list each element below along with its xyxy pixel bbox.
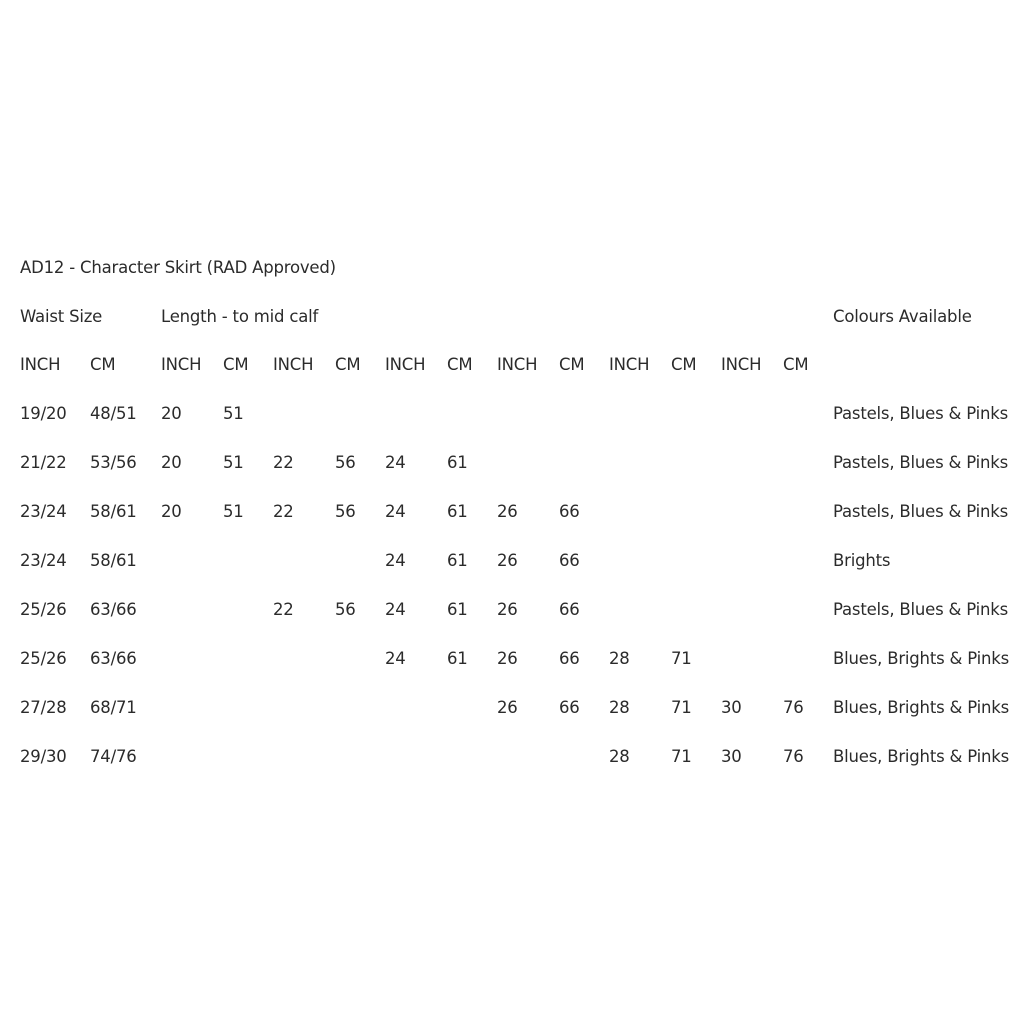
table-cell: 24 [385, 649, 406, 668]
size-table-body [0, 389, 1024, 781]
table-cell: 63/66 [90, 649, 137, 668]
table-cell: 66 [559, 502, 580, 521]
table-cell: 56 [335, 453, 356, 472]
table-cell: 25/26 [20, 600, 67, 619]
table-row [0, 438, 1024, 487]
unit-header-cell: INCH [161, 355, 202, 374]
unit-header-cell: CM [783, 355, 809, 374]
table-cell: 66 [559, 649, 580, 668]
unit-header-cell: INCH [497, 355, 538, 374]
table-cell: 30 [721, 698, 742, 717]
colours-header: Colours Available [833, 307, 972, 326]
table-cell: 27/28 [20, 698, 67, 717]
table-cell: 71 [671, 649, 692, 668]
colours-cell: Pastels, Blues & Pinks [833, 453, 1009, 472]
unit-header-cell: INCH [721, 355, 762, 374]
table-cell: 26 [497, 551, 518, 570]
table-cell: 19/20 [20, 404, 67, 423]
table-cell: 61 [447, 649, 468, 668]
colours-cell: Pastels, Blues & Pinks [833, 404, 1009, 423]
table-cell: 23/24 [20, 502, 67, 521]
table-cell: 63/66 [90, 600, 137, 619]
table-cell: 26 [497, 600, 518, 619]
table-cell: 23/24 [20, 551, 67, 570]
table-cell: 66 [559, 551, 580, 570]
table-cell: 22 [273, 600, 294, 619]
table-cell: 26 [497, 698, 518, 717]
table-row [0, 732, 1024, 781]
table-cell: 61 [447, 502, 468, 521]
colours-cell: Pastels, Blues & Pinks [833, 600, 1009, 619]
colours-cell: Blues, Brights & Pinks [833, 747, 1010, 766]
table-cell: 66 [559, 600, 580, 619]
page-title: AD12 - Character Skirt (RAD Approved) [20, 258, 336, 277]
table-cell: 24 [385, 453, 406, 472]
unit-header-row [0, 340, 1024, 389]
table-cell: 24 [385, 551, 406, 570]
unit-header-cell: CM [223, 355, 249, 374]
table-cell: 76 [783, 698, 804, 717]
table-cell: 20 [161, 502, 182, 521]
table-cell: 28 [609, 698, 630, 717]
length-header: Length - to mid calf [161, 307, 319, 326]
colours-cell: Brights [833, 551, 891, 570]
table-cell: 61 [447, 453, 468, 472]
unit-header-cell: CM [447, 355, 473, 374]
table-cell: 56 [335, 502, 356, 521]
unit-header-cell: INCH [20, 355, 61, 374]
table-cell: 53/56 [90, 453, 137, 472]
unit-header-cell: CM [559, 355, 585, 374]
unit-header-cell: CM [335, 355, 361, 374]
unit-header-cell: INCH [385, 355, 426, 374]
table-row [0, 585, 1024, 634]
table-row [0, 536, 1024, 585]
table-cell: 71 [671, 747, 692, 766]
table-cell: 56 [335, 600, 356, 619]
table-cell: 61 [447, 600, 468, 619]
group-header-row [0, 292, 1024, 341]
table-cell: 26 [497, 502, 518, 521]
table-cell: 26 [497, 649, 518, 668]
unit-header-cell: INCH [273, 355, 314, 374]
table-cell: 48/51 [90, 404, 137, 423]
waist-size-header: Waist Size [20, 307, 103, 326]
table-cell: 30 [721, 747, 742, 766]
table-cell: 28 [609, 649, 630, 668]
table-cell: 22 [273, 453, 294, 472]
table-cell: 66 [559, 698, 580, 717]
table-row [0, 634, 1024, 683]
table-cell: 20 [161, 453, 182, 472]
table-cell: 58/61 [90, 551, 137, 570]
colours-cell: Pastels, Blues & Pinks [833, 502, 1009, 521]
table-cell: 24 [385, 502, 406, 521]
table-cell: 74/76 [90, 747, 137, 766]
colours-cell: Blues, Brights & Pinks [833, 649, 1010, 668]
table-cell: 71 [671, 698, 692, 717]
title-row [0, 243, 1024, 292]
colours-cell: Blues, Brights & Pinks [833, 698, 1010, 717]
table-cell: 28 [609, 747, 630, 766]
table-row [0, 683, 1024, 732]
table-cell: 51 [223, 502, 244, 521]
unit-header-cell: INCH [609, 355, 650, 374]
table-cell: 76 [783, 747, 804, 766]
table-cell: 25/26 [20, 649, 67, 668]
table-cell: 22 [273, 502, 294, 521]
table-cell: 68/71 [90, 698, 137, 717]
table-cell: 58/61 [90, 502, 137, 521]
table-cell: 29/30 [20, 747, 67, 766]
unit-header-cell: CM [90, 355, 116, 374]
table-cell: 51 [223, 404, 244, 423]
table-cell: 20 [161, 404, 182, 423]
table-row [0, 389, 1024, 438]
table-cell: 21/22 [20, 453, 67, 472]
unit-header-cell: CM [671, 355, 697, 374]
table-cell: 24 [385, 600, 406, 619]
table-row [0, 487, 1024, 536]
table-cell: 51 [223, 453, 244, 472]
table-cell: 61 [447, 551, 468, 570]
